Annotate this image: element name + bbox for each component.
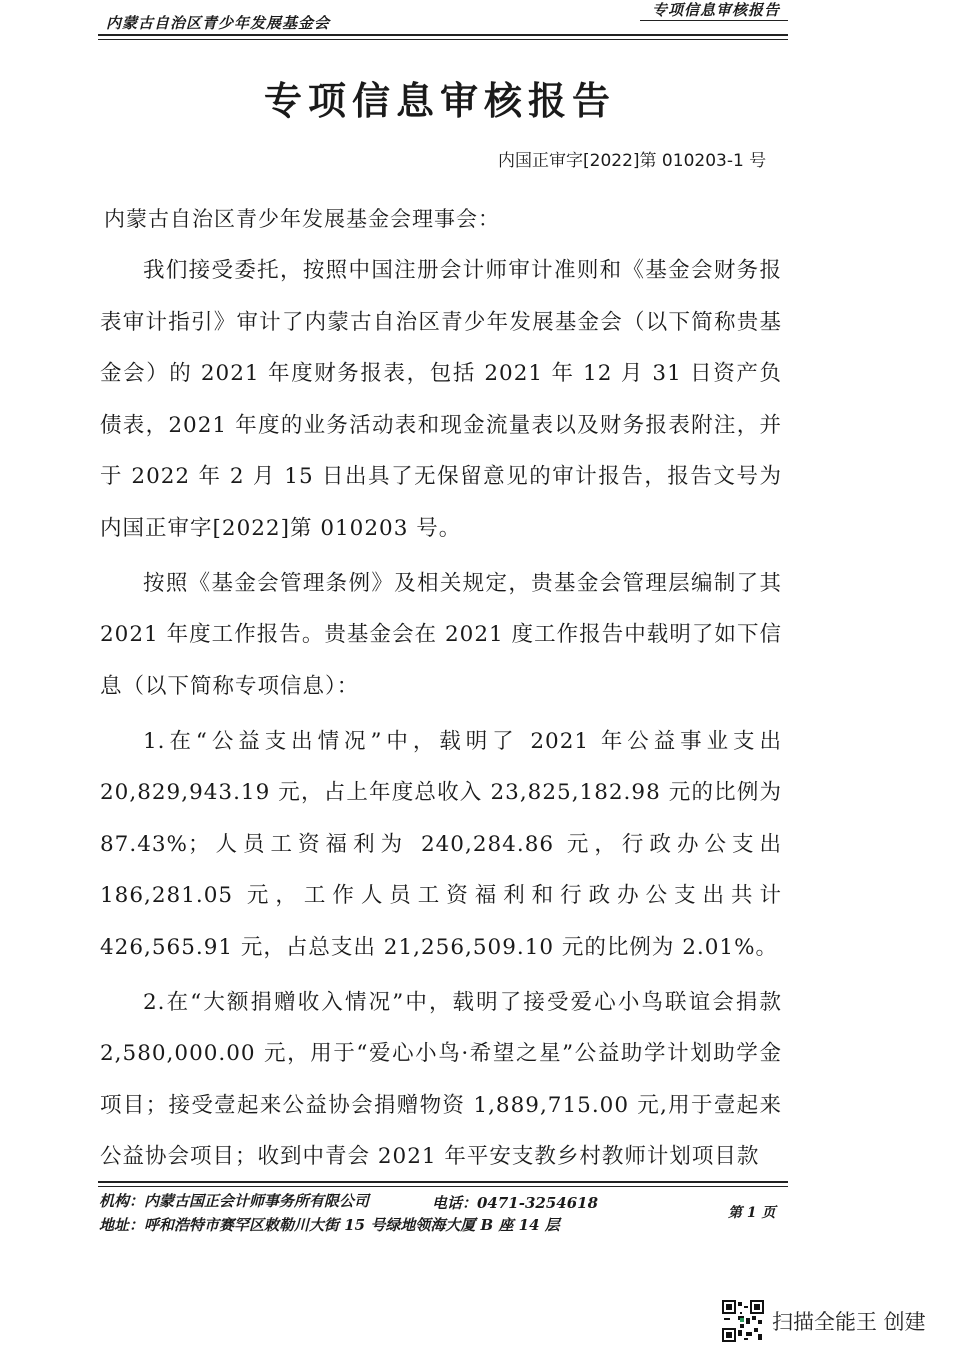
document-title: 专项信息审核报告 (263, 78, 616, 123)
footer-org: 机构：内蒙古国正会计师事务所有限公司 (99, 1192, 370, 1210)
header-rule-thin (98, 39, 788, 40)
footer-rule (98, 1181, 788, 1183)
paragraph-special-info: 按照《基金会管理条例》及相关规定，贵基金会管理层编制了其 2021 年度工作报告。贵基金会在 2021 度工作报告中载明了如下信息（以下简称专项信息）： (100, 570, 782, 699)
header-report-type: 专项信息审核报告 (652, 1, 781, 19)
header-rule (98, 34, 788, 36)
salutation: 内蒙古自治区青少年发展基金会理事会： (104, 207, 500, 231)
document-number: 内国正审字[2022]第 010203-1 号 (498, 151, 767, 171)
header-org-name: 内蒙古自治区青少年发展基金会 (106, 14, 331, 32)
footer-address: 地址：呼和浩特市赛罕区敕勒川大街 15 号绿地领海大厦 B 座 14 层 (99, 1216, 560, 1234)
footer-tel: 电话：0471-3254618 (432, 1194, 599, 1212)
qr-code-icon (722, 1300, 764, 1342)
header-top-rule (640, 20, 788, 21)
paragraph-public-welfare-expenditure: 1.在“公益支出情况”中，载明了 2021 年公益事业支出 20,829,943.19 元，占上年度总收入 23,825,182.98 元的比例为 87.43%；人员工资福利为 240,284.86 元，行政办公支出 186,281.05 元，工作人员工资福利和行政办公支出共计 426,565.91 元，占总支出 21,256,509.10 元的比例为 2.01%。 (100, 728, 782, 960)
scanner-watermark: 扫描全能王 创建 (772, 1310, 926, 1334)
paragraph-engagement: 我们接受委托，按照中国注册会计师审计准则和《基金会财务报表审计指引》审计了内蒙古自治区青少年发展基金会（以下简称贵基金会）的 2021 年度财务报表，包括 2021 年 12 月 31 日资产负债表，2021 年度的业务活动表和现金流量表以及财务报表附注，并于 2022 年 2 月 15 日出具了无保留意见的审计报告，报告文号为内国正审字[2022]第 010203 号。 (100, 258, 782, 541)
report-body (100, 245, 782, 1186)
footer-page-number: 第 1 页 (728, 1205, 776, 1221)
footer-rule-thin (98, 1186, 788, 1187)
paragraph-large-donations: 2.在“大额捐赠收入情况”中，载明了接受爱心小鸟联谊会捐款 2,580,000.00 元，用于“爱心小鸟·希望之星”公益助学计划助学金项目；接受壹起来公益协会捐赠物资 1,889,715.00 元,用于壹起来公益协会项目；收到中青会 2021 年平安支教乡村教师计划项目款 (100, 989, 782, 1169)
